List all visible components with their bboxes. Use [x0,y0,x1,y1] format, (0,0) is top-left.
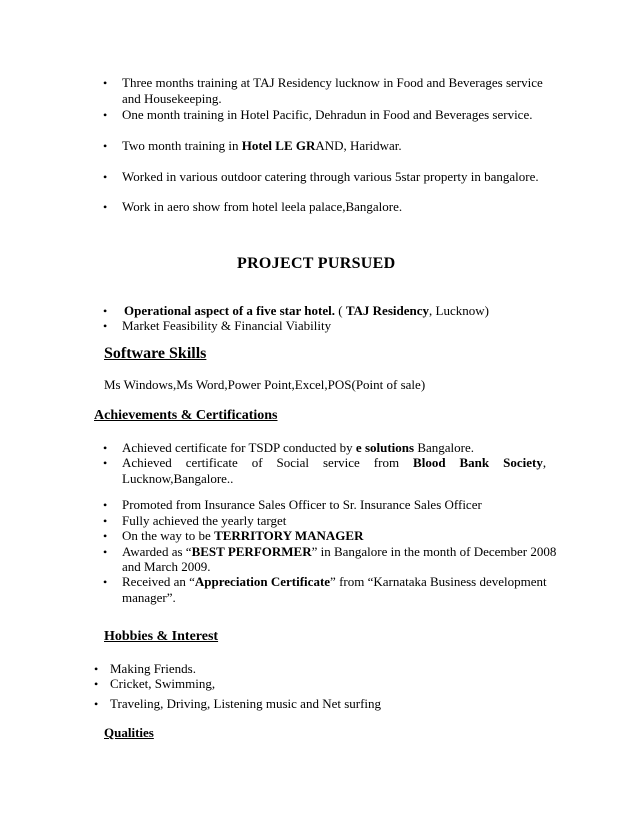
bullet: • [103,456,108,470]
bold-segment: Bank [459,455,490,470]
achievement-item-4: Fully achieved the yearly target [122,513,287,528]
bullet: • [103,200,108,214]
bold-segment: TAJ Residency [345,303,430,318]
training-item-2: One month training in Hotel Pacific, Dehradun in Food and Beverages service. [122,107,533,122]
society-word [503,455,546,470]
training-item-1-line1: Three months training at TAJ Residency lucknow in Food and Beverages service [122,75,543,90]
bullet: • [103,514,108,528]
bullet: • [94,697,99,711]
achievement-item-1 [122,440,474,455]
hobbies-heading: Hobbies & Interest [104,629,219,644]
text-segment: On the way to be [122,528,215,543]
training-item-4: Worked in various outdoor catering through various 5star property in bangalore. [122,169,539,184]
text-segment: Received an “ [122,574,195,589]
text-segment: Social [276,455,310,470]
text-segment: Achieved certificate for TSDP conducted by [122,440,356,455]
bold-segment: TERRITORY MANAGER [214,528,364,543]
training-item-3 [122,138,402,153]
project-heading: PROJECT PURSUED [237,255,396,272]
hobby-item-1: Making Friends. [110,661,196,676]
bold-segment: Appreciation Certificate [194,574,331,589]
text-segment: AND, Haridwar. [315,138,402,153]
bold-segment: e solutions [355,440,415,455]
bullet: • [103,319,108,333]
achievement-item-2-cont: Lucknow,Bangalore.. [122,471,234,486]
text-segment: ” from “Karnataka Business development [330,574,547,589]
software-text: Ms Windows,Ms Word,Power Point,Excel,POS(Point of sale) [104,377,426,392]
software-heading: Software Skills [104,345,207,362]
bullet: • [103,108,108,122]
bold-segment: BEST PERFORMER [191,544,312,559]
bullet: • [103,304,108,318]
text-segment: service [323,455,360,470]
project-item-1 [124,303,489,318]
bullet: • [103,575,108,589]
text-segment: of [251,455,263,470]
bold-segment: Hotel LE GR [241,138,316,153]
bold-segment: Operational aspect of a five star hotel. [124,303,335,318]
text-segment: Two month training in [122,138,242,153]
bullet: • [103,498,108,512]
achievement-item-3: Promoted from Insurance Sales Officer to Sr. Insurance Sales Officer [122,497,482,512]
achievement-item-7 [122,574,547,589]
text-segment: ” in Bangalore in the month of December 2008 [311,544,557,559]
bullet: • [103,170,108,184]
bullet: • [103,441,108,455]
achievement-item-6-cont: and March 2009. [122,559,211,574]
bullet: • [94,662,99,676]
hobby-item-2: Cricket, Swimming, [110,676,216,691]
achievement-item-6 [122,544,556,559]
achievement-item-5 [122,528,363,543]
bullet: • [103,139,108,153]
text-segment: , [542,455,547,470]
achievement-item-7-cont: manager”. [122,590,176,605]
text-segment: from [373,455,400,470]
bold-segment: Society [503,455,543,470]
qualities-heading: Qualities [104,725,154,740]
hobby-item-3: Traveling, Driving, Listening music and Net surfing [110,696,382,711]
text-segment: ( [334,303,346,318]
training-item-1 [122,75,543,90]
text-segment: Awarded as “ [122,544,192,559]
bullet: • [94,677,99,691]
text-segment: certificate [185,455,238,470]
bullet: • [103,545,108,559]
bullet: • [103,76,108,90]
bullet: • [103,529,108,543]
training-item-5: Work in aero show from hotel leela palace,Bangalore. [122,199,403,214]
achievement-item-2 [122,455,546,470]
project-item-2: Market Feasibility & Financial Viability [122,318,332,333]
text-segment: , Lucknow) [429,303,489,318]
training-item-1-cont: and Housekeeping. [122,91,222,106]
achievements-heading: Achievements & Certifications [94,408,278,423]
bold-segment: Blood [413,455,446,470]
text-segment: Bangalore. [414,440,474,455]
text-segment: Achieved [122,455,172,470]
